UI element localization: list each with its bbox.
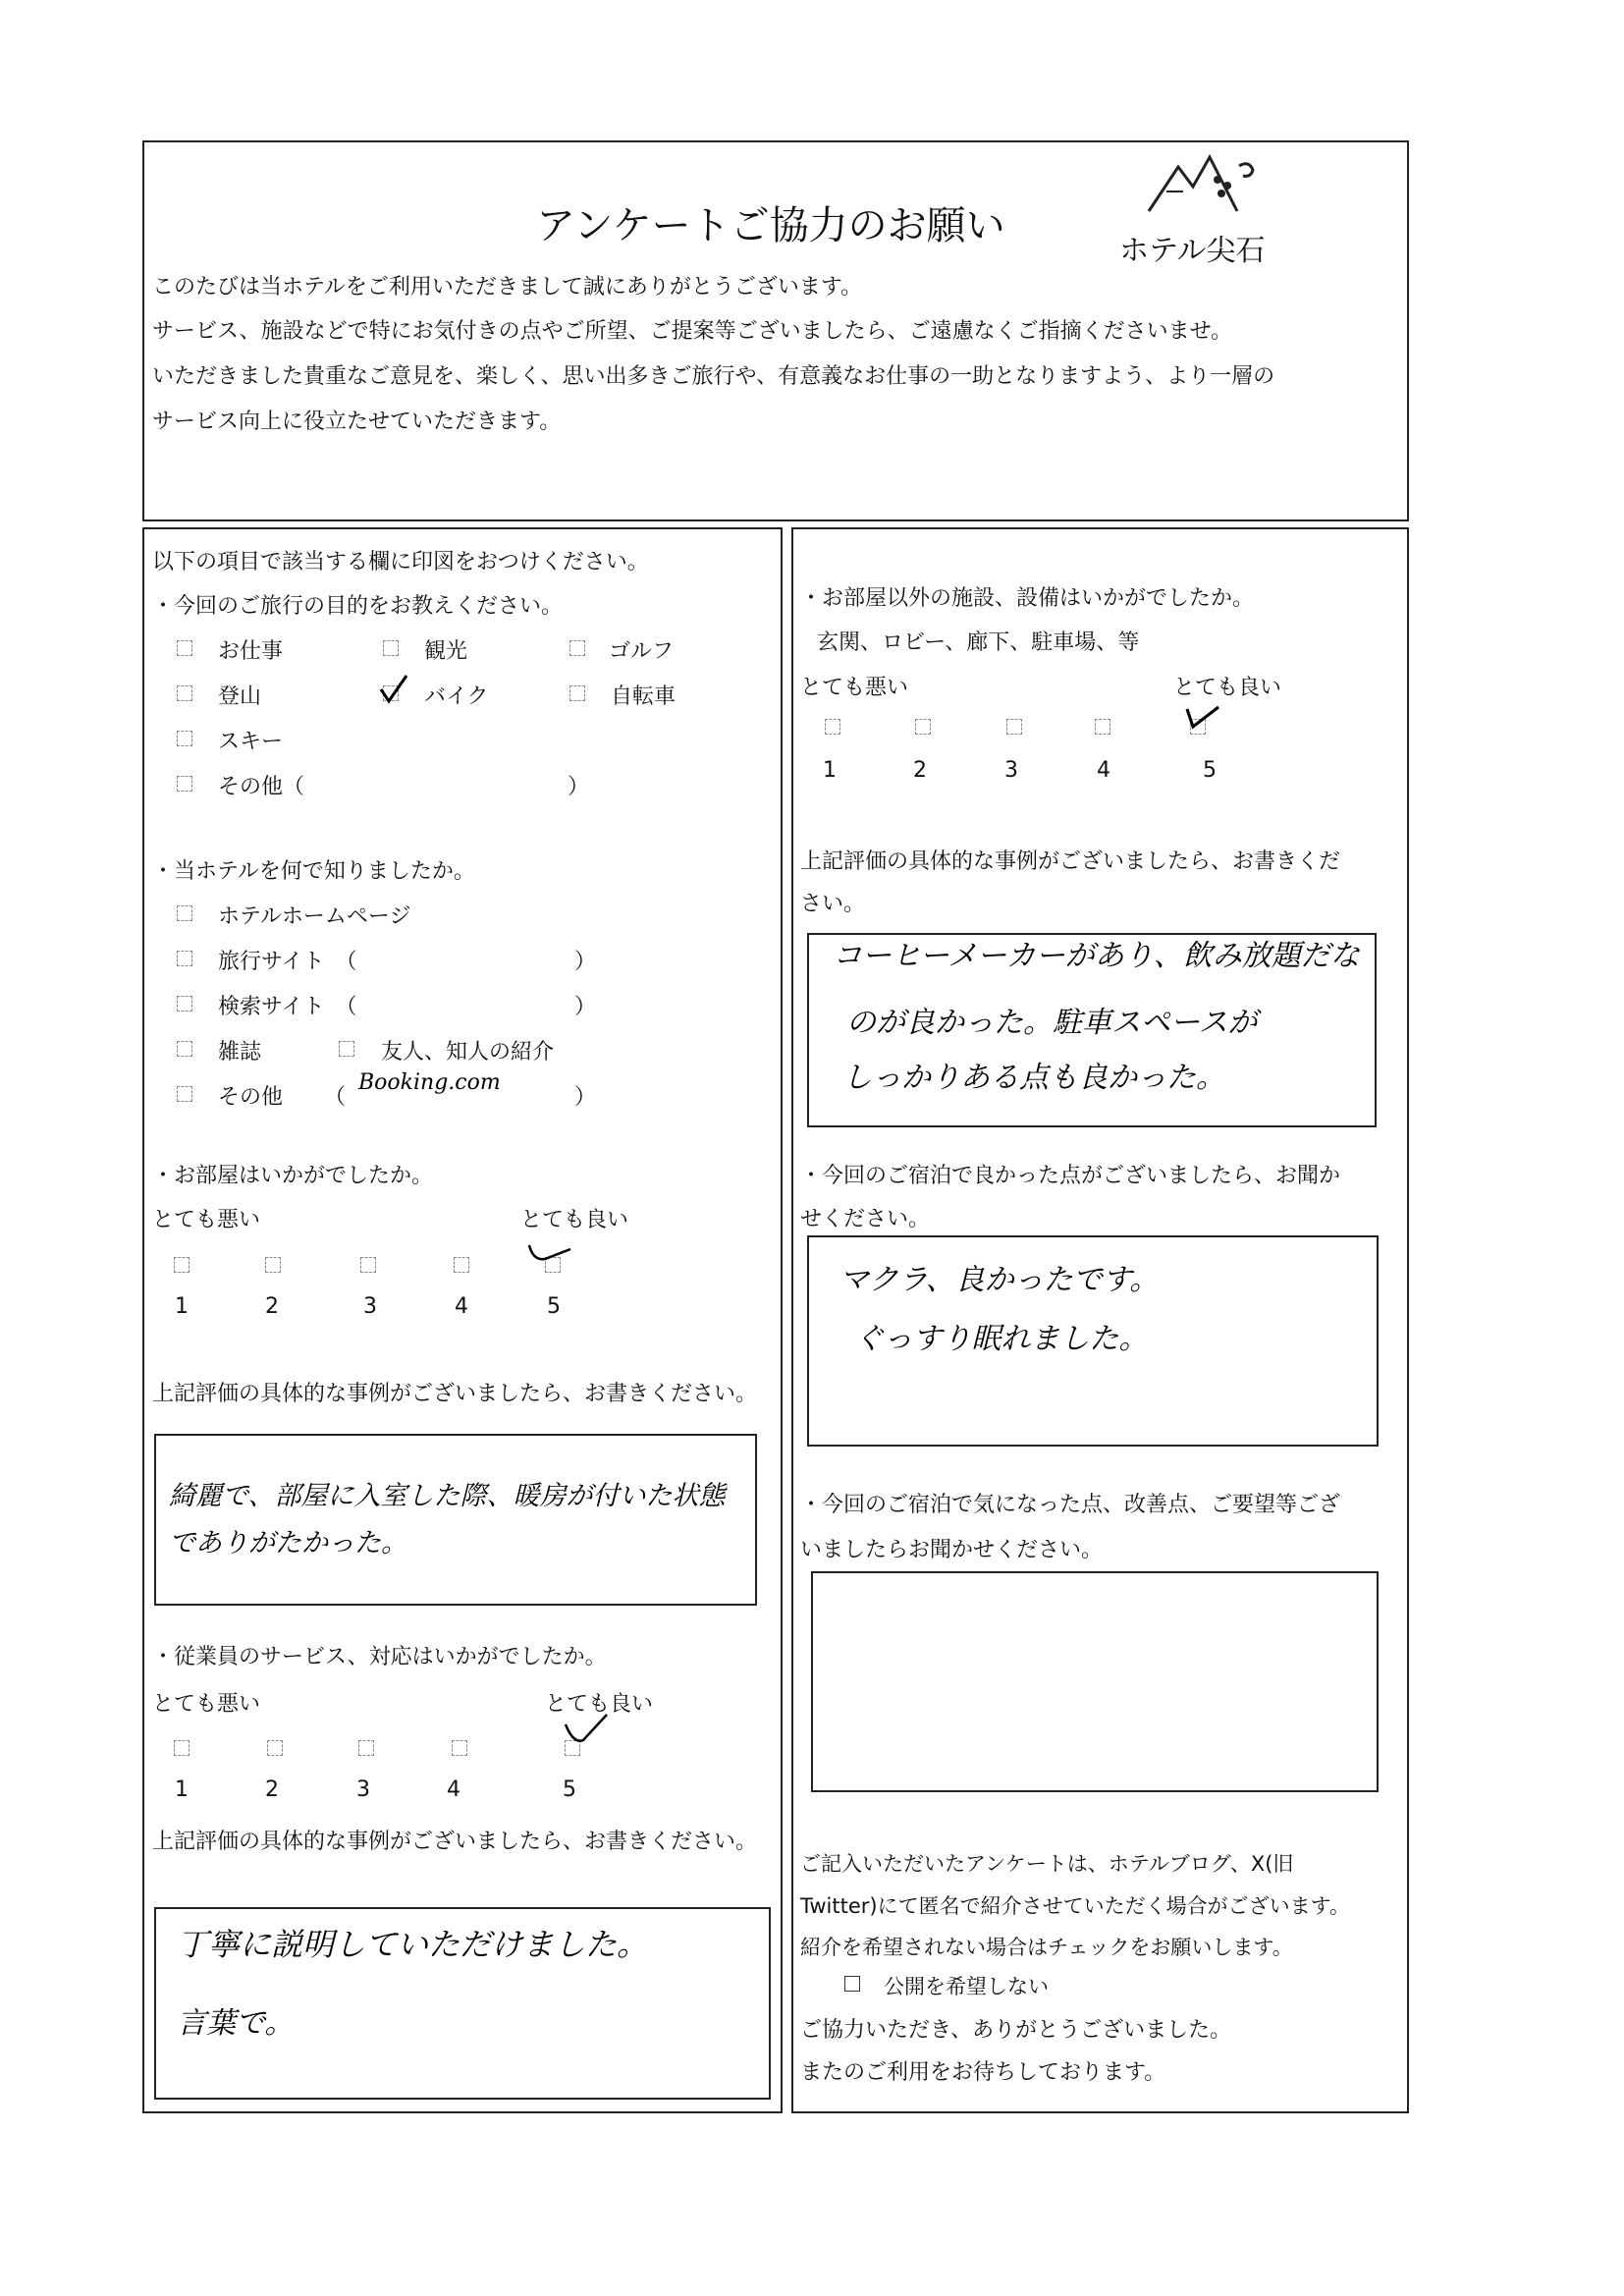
q-improve-1: ・今回のご宿泊で気になった点、改善点、ご要望等ござ [800,1493,1341,1517]
option-search-site: 検索サイト （ [218,995,357,1019]
checkbox-friend[interactable] [339,1041,354,1057]
option-homepage: ホテルホームページ [218,904,411,929]
room-detail-answer: 綺麗で、部屋に入室した際、暖房が付いた状態でありがたかった。 [169,1481,726,1558]
room-rating-1[interactable] [174,1257,189,1273]
checkmark-icon [377,672,410,707]
facility-answer-3: しっかりある点も良かった。 [842,1061,1225,1095]
option-sightseeing: 観光 [424,639,468,664]
facility-answer-2: のが良かった。駐車スペースが [846,1006,1258,1040]
option-other-close: ） [568,775,590,799]
option-other-source: その他 [218,1085,284,1110]
option-climbing: 登山 [218,684,262,709]
facility-answer-1: コーヒーメーカーがあり、飲み放題だな [833,939,1360,973]
publish-checkbox[interactable] [844,1976,860,1992]
checkbox-work[interactable] [177,640,192,656]
staff-detail-answer-1: 丁寧に説明していただけました。 [177,1926,649,1963]
page-title: アンケートご協力のお願い [536,203,1005,248]
staff-scale-2: 2 [265,1777,279,1802]
room-scale-2: 2 [265,1294,279,1319]
option-magazine: 雑誌 [218,1040,262,1065]
option-travel-site-close: ） [574,950,597,974]
staff-scale-1: 1 [175,1777,189,1802]
facility-rating-1[interactable] [825,719,840,735]
improve-answer-box[interactable] [811,1571,1379,1792]
staff-detail-answer-2: 言葉で。 [177,2006,295,2041]
q-source: ・当ホテルを何で知りましたか。 [152,859,475,884]
checkbox-other-source[interactable] [177,1086,192,1102]
facility-low-label: とても悪い [800,676,909,700]
option-ski: スキー [218,730,284,754]
intro-line-4: サービス向上に役立たせていただきます。 [152,410,562,434]
intro-line-2: サービス、施設などで特にお気付きの点やご所望、ご提案等ございましたら、ご遠慮なくご指摘くださいませ。 [152,319,1233,344]
publish-note-2: Twitter)にて匿名で紹介させていただく場合がございます。 [800,1894,1350,1918]
facility-scale-1: 1 [823,758,837,783]
option-golf: ゴルフ [609,639,675,664]
room-rating-4[interactable] [454,1257,469,1273]
room-rating-3[interactable] [360,1257,376,1273]
staff-rating-2[interactable] [267,1740,283,1756]
room-scale-1: 1 [175,1294,189,1319]
intro-line-1: このたびは当ホテルをご利用いただきまして誠にありがとうございます。 [152,275,863,300]
staff-scale-5: 5 [563,1777,576,1802]
facility-rating-4[interactable] [1095,719,1110,735]
good-answer-2: ぐっすり眠れました。 [854,1322,1149,1356]
checkbox-other-purpose[interactable] [177,776,192,792]
staff-scale-4: 4 [447,1777,460,1802]
option-bicycle: 自転車 [611,684,677,709]
publish-note-3: 紹介を希望されない場合はチェックをお願いします。 [800,1936,1293,1959]
publish-note-1: ご記入いただいたアンケートは、ホテルブログ、X(旧 [800,1852,1294,1876]
facility-scale-3: 3 [1004,758,1018,783]
option-travel-site: 旅行サイト （ [218,950,357,974]
option-other-source-close: ） [574,1085,597,1110]
q-purpose: ・今回のご旅行の目的をお教えください。 [152,594,564,619]
facility-scale-5: 5 [1203,758,1217,783]
checkmark-icon [562,1711,611,1750]
checkbox-sightseeing[interactable] [383,640,399,656]
staff-scale-3: 3 [356,1777,370,1802]
option-work: お仕事 [218,639,284,664]
q-room: ・お部屋はいかがでしたか。 [152,1164,434,1188]
option-search-site-close: ） [574,995,597,1019]
checkbox-search-site[interactable] [177,996,192,1011]
room-detail-prompt: 上記評価の具体的な事例がございましたら、お書きください。 [152,1382,758,1406]
option-bike: バイク [424,684,489,709]
hotel-name: ホテル尖石 [1119,234,1266,268]
instruction: 以下の項目で該当する欄に印図をおつけください。 [152,550,649,574]
checkbox-climbing[interactable] [177,685,192,701]
q-facility: ・お部屋以外の施設、設備はいかがでしたか。 [800,586,1255,611]
room-scale-4: 4 [455,1294,468,1319]
checkbox-ski[interactable] [177,731,192,746]
facility-detail-prompt-2: さい。 [800,892,866,916]
room-scale-3: 3 [363,1294,377,1319]
q-improve-2: いましたらお聞かせください。 [800,1538,1104,1562]
room-high-label: とても良い [520,1208,629,1232]
q-good-2: せください。 [800,1207,931,1231]
other-source-handwritten: Booking.com [358,1070,501,1095]
room-scale-5: 5 [547,1294,561,1319]
facility-scale-2: 2 [913,758,927,783]
facility-examples: 玄関、ロビー、廊下、駐車場、等 [817,630,1140,655]
option-other-source-open: （ [324,1085,347,1110]
thanks-2: またのご利用をお待ちしております。 [800,2060,1166,2085]
thanks-1: ご協力いただき、ありがとうございました。 [800,2018,1232,2043]
facility-high-label: とても良い [1173,676,1282,700]
checkbox-homepage[interactable] [177,905,192,921]
option-other-purpose: その他（ [218,775,305,799]
staff-rating-1[interactable] [174,1740,189,1756]
facility-scale-4: 4 [1097,758,1110,783]
left-column [142,527,783,2113]
staff-low-label: とても悪い [152,1692,261,1717]
staff-rating-4[interactable] [452,1740,467,1756]
checkbox-bicycle[interactable] [569,685,585,701]
publish-checkbox-label: 公開を希望しない [884,1975,1049,1998]
staff-detail-prompt: 上記評価の具体的な事例がございましたら、お書きください。 [152,1830,758,1854]
good-answer-1: マクラ、良かったです。 [839,1263,1160,1297]
staff-high-label: とても良い [545,1692,654,1717]
facility-detail-prompt-1: 上記評価の具体的な事例がございましたら、お書きくだ [800,849,1341,874]
checkbox-golf[interactable] [569,640,585,656]
hotel-logo-mountain-icon [1139,152,1257,221]
room-low-label: とても悪い [152,1208,261,1232]
option-friend: 友人、知人の紹介 [381,1040,555,1065]
checkbox-travel-site[interactable] [177,951,192,966]
facility-rating-3[interactable] [1006,719,1022,735]
staff-rating-3[interactable] [358,1740,374,1756]
room-rating-2[interactable] [265,1257,281,1273]
checkbox-magazine[interactable] [177,1041,192,1057]
intro-line-3: いただきました貴重なご意見を、楽しく、思い出多きご旅行や、有意義なお仕事の一助となりますよう、より一層の [152,364,1275,389]
q-good-1: ・今回のご宿泊で良かった点がございましたら、お聞か [800,1164,1341,1188]
facility-rating-2[interactable] [915,719,931,735]
checkmark-icon [1183,699,1222,733]
q-staff: ・従業員のサービス、対応はいかがでしたか。 [152,1645,607,1669]
checkmark-icon [525,1239,574,1269]
